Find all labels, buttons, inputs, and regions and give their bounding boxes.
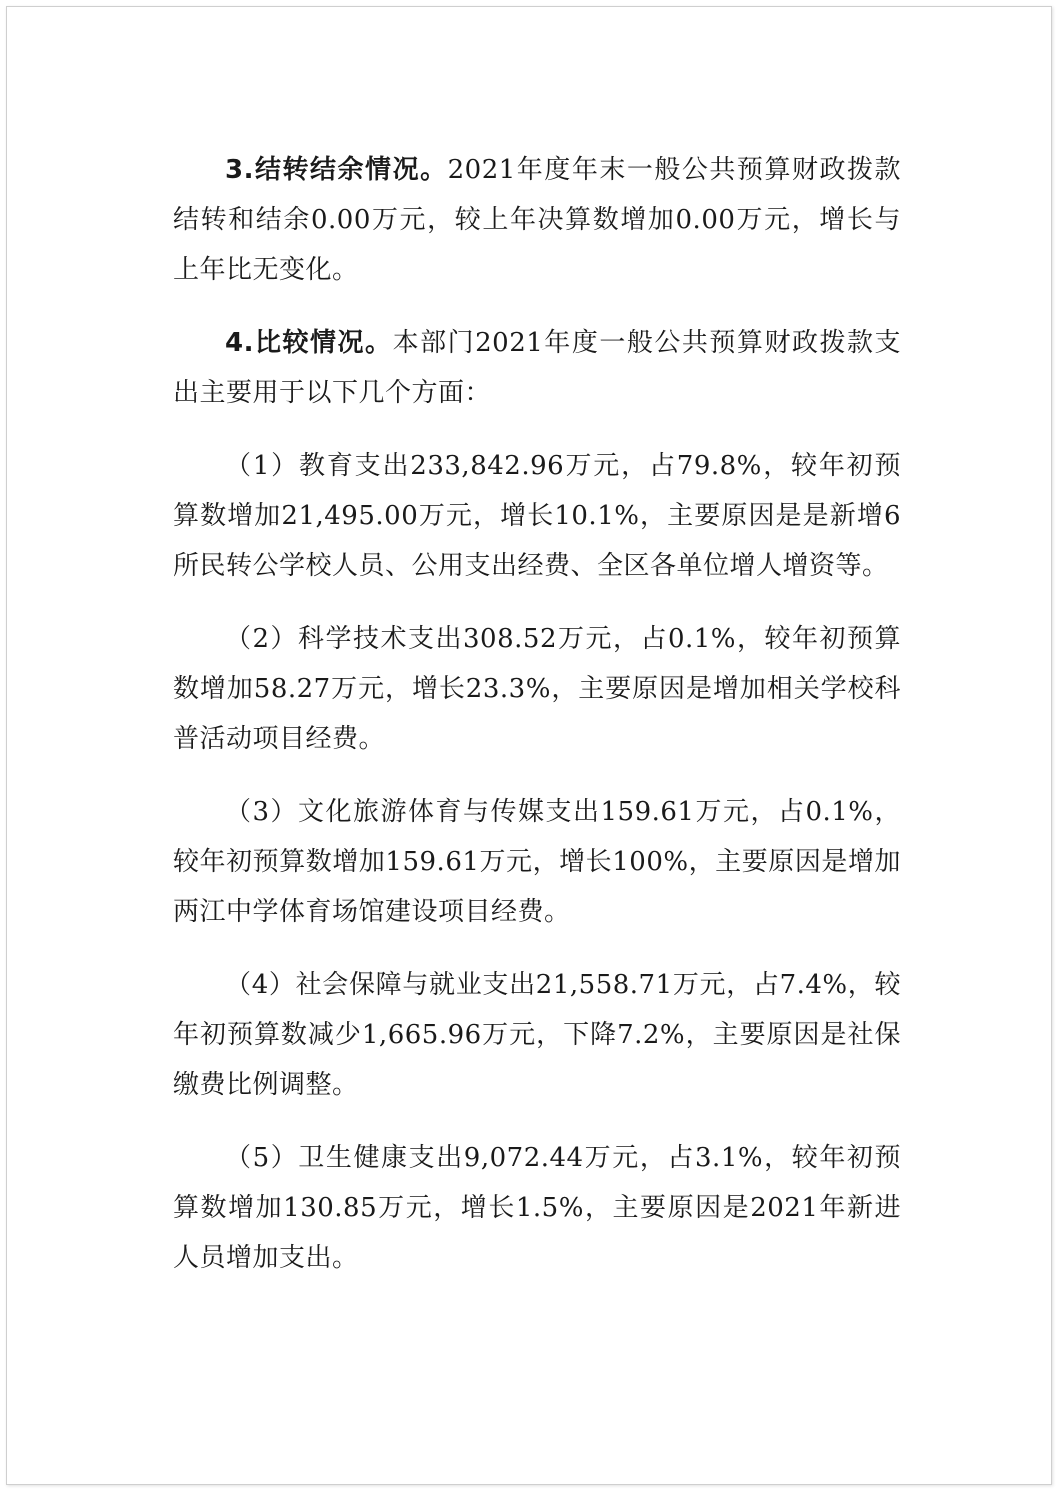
paragraph-text: （2）科学技术支出308.52万元，占0.1%，较年初预算数增加58.27万元，增长23.3%，主要原因是增加相关学校科普活动项目经费。 <box>173 624 901 754</box>
paragraph-carryover-balance <box>173 145 901 295</box>
paragraph-science-expenditure <box>173 614 901 764</box>
paragraph-heading: 4.比较情况。 <box>225 328 393 358</box>
paragraph-social-security-expenditure <box>173 960 901 1110</box>
paragraph-text: （5）卫生健康支出9,072.44万元，占3.1%，较年初预算数增加130.85万元，增长1.5%，主要原因是2021年新进人员增加支出。 <box>173 1143 901 1273</box>
paragraph-text: 本部门2021年度一般公共预算财政拨款支出主要用于以下几个方面： <box>173 328 902 408</box>
paragraph-text: （4）社会保障与就业支出21,558.71万元，占7.4%，较年初预算数减少1,665.96万元，下降7.2%，主要原因是社保缴费比例调整。 <box>173 970 901 1100</box>
paragraph-health-expenditure <box>173 1133 901 1283</box>
paragraph-education-expenditure <box>173 441 901 591</box>
document-body <box>173 145 901 1283</box>
paragraph-text: 2021年度年末一般公共预算财政拨款结转和结余0.00万元，较上年决算数增加0.00万元，增长与上年比无变化。 <box>173 155 902 285</box>
paragraph-culture-expenditure <box>173 787 901 937</box>
paragraph-heading: 3.结转结余情况。 <box>225 155 448 185</box>
document-page <box>6 6 1052 1485</box>
paragraph-text: （3）文化旅游体育与传媒支出159.61万元，占0.1%，较年初预算数增加159.61万元，增长100%，主要原因是增加两江中学体育场馆建设项目经费。 <box>173 797 901 927</box>
paragraph-comparison <box>173 318 901 418</box>
paragraph-text: （1）教育支出233,842.96万元，占79.8%，较年初预算数增加21,495.00万元，增长10.1%，主要原因是是新增6所民转公学校人员、公用支出经费、全区各单位增人增资等。 <box>173 451 901 581</box>
